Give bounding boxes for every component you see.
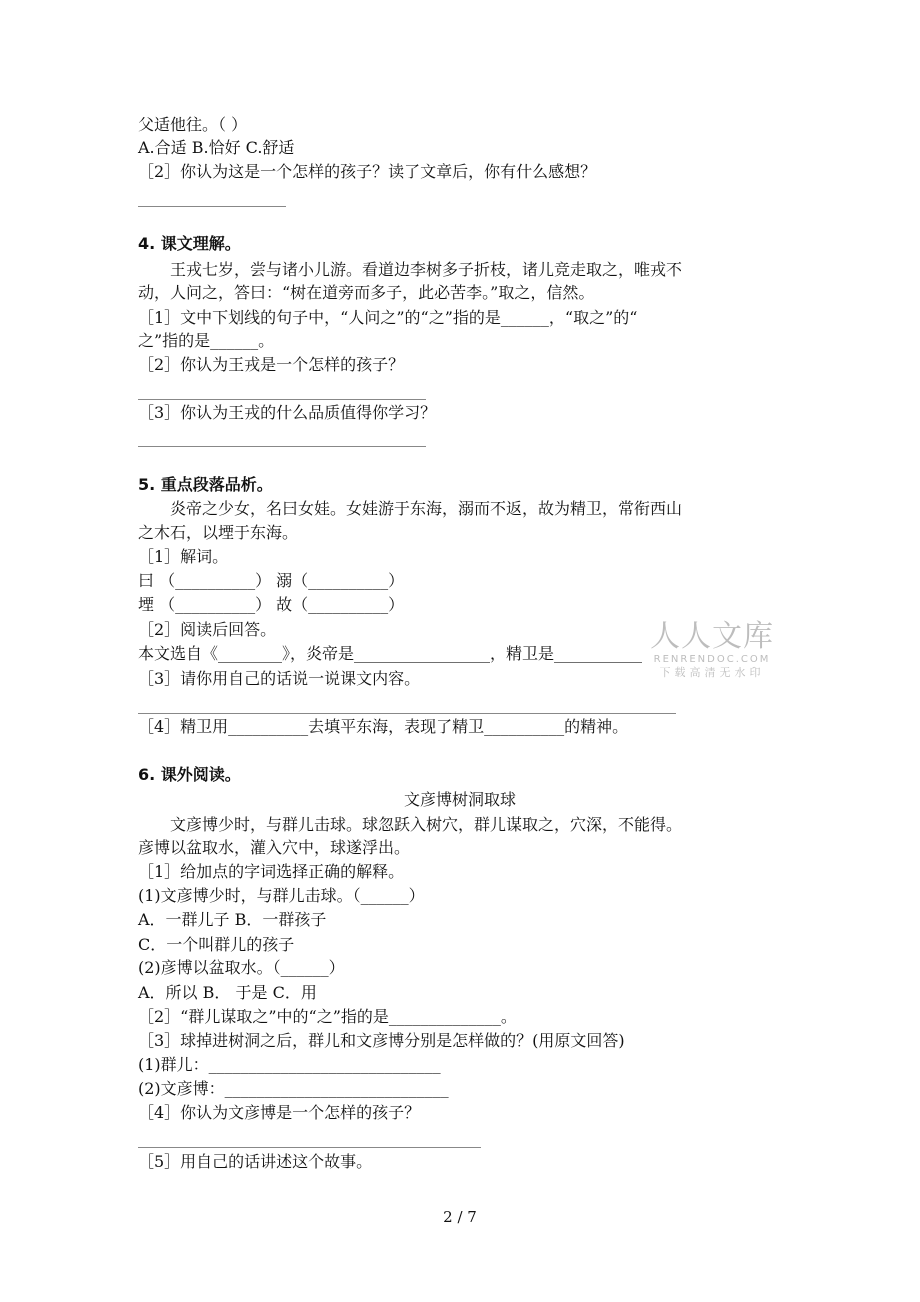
passage-text: 动，人问之，答曰：“树在道旁而多子，此必苦李。”取之，信然。 — [138, 283, 595, 302]
question-1: ［1］给加点的字词选择正确的解释。 — [138, 862, 405, 881]
question-2: ［2］你认为这是一个怎样的孩子？读了文章后，你有什么感想？ — [138, 162, 597, 181]
question-4: ［4］精卫用__________去填平东海，表现了精卫__________的精神。 — [138, 717, 629, 736]
answer-line — [138, 446, 426, 447]
passage-text: 王戎七岁，尝与诸小儿游。看道边李树多子折枝，诸儿竞走取之，唯戎不 — [170, 260, 683, 279]
sub-question: (1)文彦博少时，与群儿击球。（______） — [138, 886, 425, 905]
passage-text: 彦博以盆取水，灌入穴中，球遂浮出。 — [138, 838, 411, 857]
section-heading-5: 5. 重点段落品析。 — [138, 475, 273, 494]
question-2: ［2］“群儿谋取之”中的“之”指的是______________。 — [138, 1007, 517, 1026]
page-number: 2 / 7 — [443, 1208, 477, 1226]
passage-text: 之木石，以堙于东海。 — [138, 523, 299, 542]
answer-line — [138, 399, 426, 400]
answer-line-qun-er: (1)群儿：_____________________________ — [138, 1055, 441, 1074]
question-3: ［3］你认为王戎的什么品质值得你学习？ — [138, 403, 437, 422]
question-2: ［2］你认为王戎是一个怎样的孩子？ — [138, 355, 405, 374]
sub-question: (2)彦博以盆取水。（______） — [138, 958, 345, 977]
passage-text: 炎帝之少女，名曰女娃。女娃游于东海，溺而不返，故为精卫，常衔西山 — [170, 499, 683, 518]
question-2-fill: 本文选自《________》，炎帝是_________________，精卫是___________ — [138, 644, 643, 663]
watermark-site: RENRENDOC.COM — [653, 654, 771, 665]
choice-line: C．一个叫群儿的孩子 — [138, 935, 295, 954]
answer-line — [138, 713, 676, 714]
question-1-cont: 之”指的是______。 — [138, 331, 275, 350]
passage-text: 文彦博少时，与群儿击球。球忽跃入树穴，群儿谋取之，穴深，不能得。 — [170, 815, 683, 834]
question-4: ［4］你认为文彦博是一个怎样的孩子？ — [138, 1103, 421, 1122]
answer-line — [138, 206, 286, 207]
question-3: ［3］请你用自己的话说一说课文内容。 — [138, 669, 421, 688]
answer-line — [138, 1147, 481, 1148]
section-heading-4: 4. 课文理解。 — [138, 234, 241, 253]
question-2: ［2］阅读后回答。 — [138, 620, 277, 639]
vocab-line: 堙 （__________） 故（__________） — [138, 595, 405, 614]
question-3: ［3］球掉进树洞之后，群儿和文彦博分别是怎样做的？(用原文回答) — [138, 1031, 625, 1050]
watermark-logo — [648, 620, 776, 680]
choice-line: A．所以 B． 于是 C．用 — [138, 983, 317, 1002]
question-1: ［1］解词。 — [138, 547, 229, 566]
question-5: ［5］用自己的话讲述这个故事。 — [138, 1152, 373, 1171]
answer-line-wen-yanbo: (2)文彦博：____________________________ — [138, 1079, 449, 1098]
question-1: ［1］文中下划线的句子中，“人问之”的“之”指的是______，“取之”的“ — [138, 308, 638, 327]
section-heading-6: 6. 课外阅读。 — [138, 765, 241, 784]
watermark-tagline: 下载高清无水印 — [659, 666, 765, 679]
vocab-line: 曰 （__________） 溺（__________） — [138, 571, 405, 590]
choice-line: A．一群儿子 B．一群孩子 — [138, 910, 327, 929]
text-line: A.合适 B.恰好 C.舒适 — [138, 138, 295, 157]
passage-title: 文彦博树洞取球 — [403, 790, 516, 809]
text-line: 父适他往。（ ） — [138, 115, 248, 134]
watermark-title: 人人文库 — [650, 619, 774, 654]
